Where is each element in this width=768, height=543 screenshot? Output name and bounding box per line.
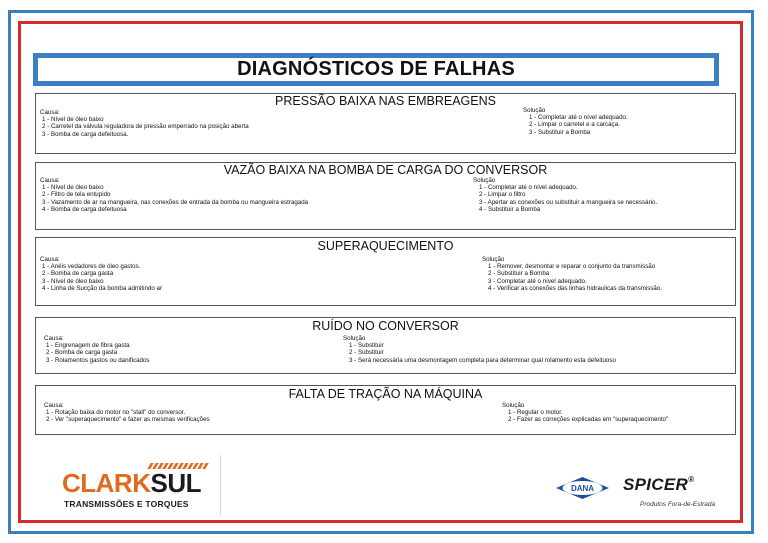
clarksul-tagline: TRANSMISSÕES E TORQUES (64, 499, 189, 509)
solution-item: 1 - Substituir (349, 342, 384, 350)
solution-column (482, 256, 662, 292)
section-heading: PRESSÃO BAIXA NAS EMBREAGENS (275, 94, 496, 108)
clarksul-wordmark (62, 469, 201, 497)
cause-item: 1 - Nível de óleo baixo (42, 184, 104, 192)
cause-label: Causa: (40, 177, 60, 184)
cause-item: 1 - Anéis vedadores de óleo gastos. (42, 263, 141, 271)
solution-item: 1 - Completar até o nível adequado. (529, 114, 628, 122)
solution-label: Solução (502, 402, 525, 409)
cause-item: 3 - Nível de óleo baixo (42, 277, 104, 285)
cause-item: 2 - Carretel da válvula reguladora de pressão emperrado na posição aberta (42, 123, 249, 131)
solution-column (502, 402, 668, 424)
cause-item: 4 - Bomba de carga defeituosa (42, 205, 127, 213)
dana-diamond-icon (555, 476, 610, 500)
cause-item: 2 - Filtro de tela entupido (42, 191, 111, 199)
solution-item: 2 - Substituir a Bomba (488, 270, 550, 278)
solution-item: 4 - Verificar as conexões das linhas hidraulicas da transmissão. (488, 284, 663, 292)
solution-column (473, 177, 657, 213)
cause-item: 2 - Bomba de carga gasta (42, 270, 114, 278)
registered-mark: ® (688, 475, 695, 484)
section-heading: RUÍDO NO CONVERSOR (312, 319, 459, 333)
solution-item: 2 - Fazer as correções explicadas em "superaquecimento" (508, 416, 669, 424)
cause-label: Causa: (40, 109, 60, 116)
clarksul-word-sul: SUL (150, 468, 201, 498)
solution-column (523, 107, 628, 136)
dana-spicer-logo (555, 473, 730, 513)
cause-label: Causa: (44, 335, 64, 342)
section-pressao-baixa (35, 93, 736, 154)
solution-item: 2 - Substituir (349, 349, 384, 357)
solution-label: Solução (473, 177, 496, 184)
cause-item: 3 - Bomba de carga defeituosa. (42, 130, 129, 138)
solution-item: 1 - Completar até o nível adequado. (479, 184, 578, 192)
cause-label: Causa: (40, 256, 60, 263)
solution-item: 3 - Apertar as conexões ou substituir a mangueira se necessário. (479, 198, 658, 206)
clarksul-word-clark: CLARK (62, 468, 151, 498)
solution-item: 3 - Substituir a Bomba (529, 128, 591, 136)
solution-item: 2 - Limpar o filtro (479, 191, 526, 199)
cause-item: 1 - Nível de óleo baixo (42, 116, 104, 124)
title-bar (33, 53, 719, 86)
cause-column (40, 256, 162, 292)
logo-divider (220, 455, 221, 515)
cause-item: 2 - Ver "superaquecimento" e fazer as mesmas verificações (46, 416, 210, 424)
solution-item: 3 - Completar até o nível adequado. (488, 277, 587, 285)
cause-column (44, 335, 150, 364)
solution-item: 3 - Será necessária uma desmontagem completa para determinar qual rolamento esta defeituoso (349, 356, 616, 364)
section-heading: SUPERAQUECIMENTO (317, 239, 454, 253)
solution-item: 1 - Remover, desmontar e reparar o conjunto da transmissão (488, 263, 656, 271)
dana-label: DANA (570, 484, 595, 493)
section-falta-tracao (35, 385, 736, 435)
cause-item: 1 - Rotação baixa do motor no "stall" do conversor. (46, 409, 186, 417)
section-superaquecimento (35, 237, 736, 306)
section-heading: FALTA DE TRAÇÃO NA MÁQUINA (288, 387, 483, 401)
section-vazao-baixa (35, 162, 736, 230)
cause-item: 4 - Linha de Sucção da bomba admitindo ar (42, 284, 163, 292)
cause-column (40, 109, 249, 138)
cause-column (40, 177, 308, 213)
solution-item: 2 - Limpar o carretel e a carcaça. (529, 121, 620, 129)
cause-item: 3 - Rolamentos gastos ou danificados (46, 356, 150, 364)
cause-label: Causa: (44, 402, 64, 409)
cause-item: 3 - Vazamento de ar na mangueira, nas conexões de entrada da bomba ou mangueira estragada (42, 198, 309, 206)
spicer-tagline: Produtos Fora-de-Estrada (640, 501, 716, 508)
spicer-wordmark (623, 475, 694, 495)
section-ruido-conversor (35, 317, 736, 374)
cause-column (44, 402, 210, 424)
solution-label: Solução (343, 335, 366, 342)
cause-item: 2 - Bomba de carga gasta (46, 349, 118, 357)
clarksul-logo (62, 463, 212, 513)
cause-item: 1 - Engrenagem de fibra gasta (46, 342, 130, 350)
solution-label: Solução (482, 256, 505, 263)
solution-item: 4 - Substituir a Bomba (479, 205, 541, 213)
solution-column (343, 335, 616, 364)
solution-item: 1 - Regular o motor. (508, 409, 563, 417)
spicer-label: SPICER (623, 475, 689, 494)
solution-label: Solução (523, 107, 546, 114)
section-heading: VAZÃO BAIXA NA BOMBA DE CARGA DO CONVERSOR (223, 163, 548, 177)
page-title: DIAGNÓSTICOS DE FALHAS (237, 58, 515, 80)
